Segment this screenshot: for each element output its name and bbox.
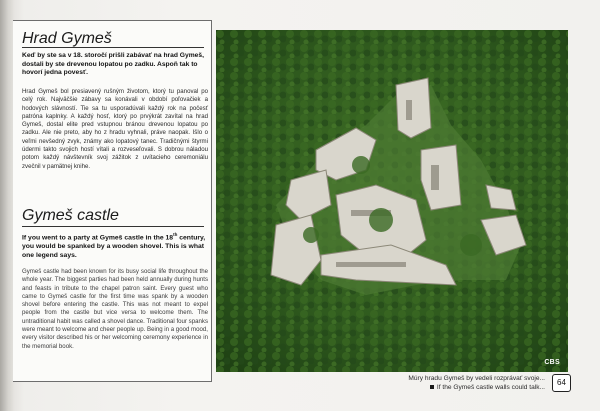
english-lead — [22, 231, 210, 261]
caption-slovak: Múry hradu Gymeš by vedeli rozprávať svoje... — [408, 375, 545, 382]
english-lead-part1: If you went to a party at Gymeš castle in the 18 — [22, 234, 174, 242]
caption-english-line — [305, 384, 545, 393]
caption-english: If the Gymeš castle walls could talk... — [436, 383, 545, 391]
bullet-square-icon — [430, 385, 434, 389]
photo-credit: CBS — [544, 359, 560, 366]
page-number: 64 — [552, 374, 571, 392]
english-lead-superscript: th — [173, 232, 178, 237]
slovak-lead: Keď by ste sa v 18. storočí prišli zabávať na hrad Gymeš, dostali by ste drevenou lopatou po zadku. Aspoň tak to hovorí jedna povesť. — [22, 52, 204, 77]
photo-caption — [305, 375, 545, 392]
english-body: Gymeš castle had been known for its busy social life throughout the whole year. The biggest parties had been held annually during hunts and feasts in tribute to the chapel patron saint. Every guest who came to Gymeš castle for the first time was spank by a wooden shovel before entering the castle. This was not meant to expel people from the castle but vice versa to welcome them. The untraditional habit was called a shovel dance. Traditional four spanks were meant to welcome and cheer people up. Being in a good mood, every visitor described his or her welcoming ceremony experience in the memorial book. — [22, 268, 208, 350]
slovak-title: Hrad Gymeš — [22, 30, 112, 47]
title-rule-slovak — [22, 47, 204, 48]
upper-tower — [396, 78, 431, 138]
slovak-body: Hrad Gymeš bol presiavený rušným životom, ktorý tu panoval po celý rok. Najväčšie zábavy sa konávali v období poľovačiek a hodových slávností. Tie sa tu usporadúvali každý rok na počesť patróna kaplnky. A každý hosť, ktorý po prvýkrát zavítal na hrad Gymeš, dostal elite pred vstupnou bránou drevenou lopatou po zadku. Ale nie preto, aby ho z hradu vyhnali, práve naopak. Išlo o veľmi nevšedný zvyk, známy ako lopatový tanec. Tradičnými štyrmi údermi takto svojich hostí vítali a rozveseľovali. S dobrou náladou potom každý návštevník svoj zážitok z uvítacieho ceremoniálu zvečnil v pamätnej knihe. — [22, 88, 208, 170]
title-rule-english — [22, 226, 204, 227]
english-lead-part2: century, you would be spanked by a wooden shovel. This is what one legend says. — [22, 234, 206, 259]
castle-aerial-photo — [216, 30, 568, 372]
english-title: Gymeš castle — [22, 207, 119, 224]
page-fold-shadow — [0, 0, 14, 411]
castle-illustration — [216, 30, 568, 372]
